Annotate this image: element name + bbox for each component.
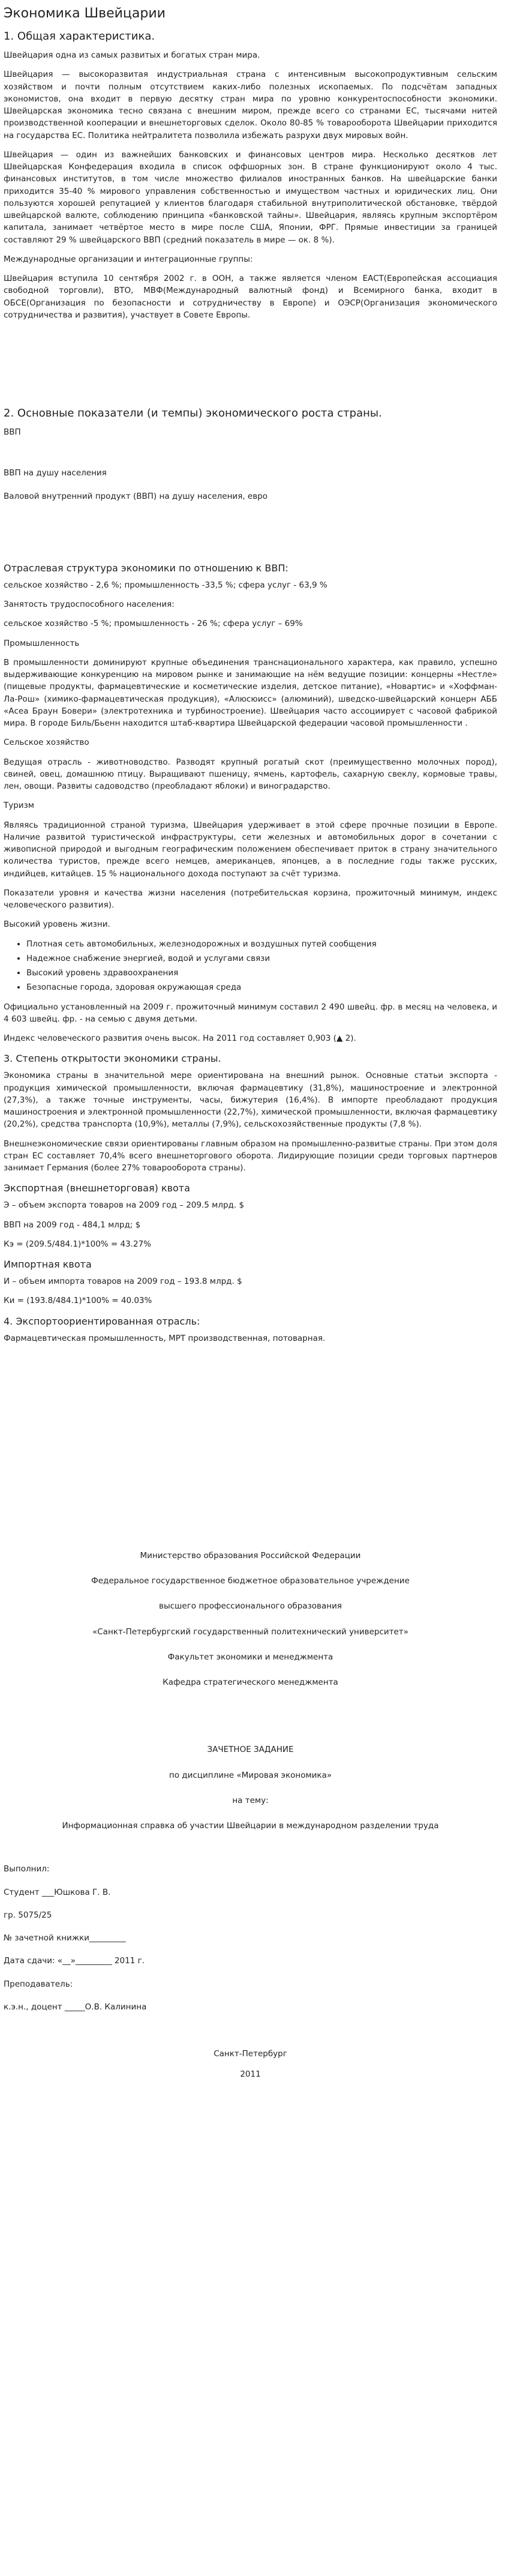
assignment-title: ЗАЧЕТНОЕ ЗАДАНИЕ	[207, 1745, 294, 1755]
paragraph: сельское хозяйство - 2,6 %; промышленность -33,5 %; сфера услуг - 63,9 %	[4, 580, 327, 590]
city: Санкт-Петербург	[214, 2049, 287, 2059]
signature-block	[4, 1863, 497, 2013]
list-item: • Высокий уровень здравоохранения	[26, 967, 497, 979]
assignment-block	[4, 1744, 497, 1832]
list-item: • Надежное снабжение энергией, водой и услугами связи	[26, 952, 497, 964]
paragraph: И – объем импорта товаров на 2009 год – 193.8 млрд. $	[4, 1277, 242, 1286]
signature-line: № зачетной книжки_________	[4, 1933, 126, 1943]
paragraph: Швейцария — один из важнейших банковских и финансовых центров мира. Несколько десятков лет Швейцарская Конфедерация входила в список оффшорных зон. В стране функционируют около 4 тыс. финансовых институтов, в том числе множество филиалов иностранных банков. На швейцарские банки приходится 35-40 % мирового управления собственностью и имуществом частных и юридических лиц. Они пользуются хорошей репутацией у клиентов благодаря стабильной внутриполитической обстановке, твёрдой швейцарской валюте, соблюдению принципа «банковской тайны». Швейцария, являясь крупным экспортёром капитала, занимает четвёртое место в мире после США, Японии, ФРГ. Прямые инвестиции за границей составляют 29 % швейцарского ВВП (средний показатель в мире — ок. 8 %).	[4, 149, 497, 245]
paragraph: Показатели уровня и качества жизни населения (потребительская корзина, прожиточный минимум, индекс человеческого развития).	[4, 888, 497, 910]
paragraph: Занятость трудоспособного населения:	[4, 600, 175, 609]
blank-space	[4, 1352, 497, 1550]
paragraph: ВВП	[4, 427, 21, 437]
paragraph: сельское хозяйство -5 %; промышленность - 26 %; сфера услуг – 69%	[4, 619, 303, 629]
blank-space	[4, 1702, 497, 1744]
title-line: Факультет экономики и менеджмента	[167, 1652, 333, 1662]
section-openness-heading: 3. Степень открытости экономики страны.	[4, 1053, 221, 1065]
blank-space	[4, 510, 497, 558]
paragraph: Туризм	[4, 801, 34, 811]
paragraph: Сельское хозяйство	[4, 738, 89, 748]
title-line: Министерство образования Российской Федерации	[140, 1550, 361, 1560]
city-year-block	[4, 2048, 497, 2081]
assignment-line: по дисциплине «Мировая экономика»	[169, 1770, 332, 1780]
paragraph: В промышленности доминируют крупные объединения транснационального характера, как правило, успешно выдерживающие конкуренцию на мировом рынке и занимающие на нём ведущие позиции: концерны «Нестле» (пищевые продукты, фармацевтические и косметические изделия, детское питание), «Новартис» и «Хоффман-Ла-Рош» (химико-фармацевтическая продукция), «Алюсюисс» (алюминий), шведско-швейцарский концерн АББ «Асеа Браун Бовери» (электротехника и турбиностроение). Швейцария часто ассоциирует с часовой фабрикой мира. В городе Биль/Бьенн находится штаб-квартира Швейцарской федерации часовой промышленности .	[4, 657, 497, 728]
paragraph: Высокий уровень жизни.	[4, 919, 110, 930]
title-line: высшего профессионального образования	[159, 1601, 342, 1612]
signature-line: гр. 5075/25	[4, 1910, 52, 1920]
paragraph: Являясь традиционной страной туризма, Швейцария удерживает в этой сфере прочные позиции в Европе. Наличие развитой туристической инфраструктуры, сети железных и автомобильных дорог в сочетании с живописной природой и выгодным географическим положением обеспечивает приток в страну значительного количества туристов, прежде всего немцев, американцев, японцев, а в последние годы также русских, индийцев, китайцев. 15 % национального дохода поступают за счёт туризма.	[4, 820, 497, 879]
signature-line: Выполнил:	[4, 1864, 50, 1874]
export-quota-heading: Экспортная (внешнеторговая) квота	[4, 1182, 190, 1194]
year: 2011	[240, 2069, 261, 2080]
paragraph: Официально установленный на 2009 г. прожиточный минимум составил 2 490 швейц. фр. в месяц на человека, и 4 603 швейц. фр. - на семью с двумя детьми.	[4, 1002, 497, 1024]
paragraph: Валовой внутренний продукт (ВВП) на душу населения, евро	[4, 491, 267, 501]
paragraph: Швейцария вступила 10 сентября 2002 г. в ООН, а также является членом EACT(Европейская ассоциация свободной торговли), ВТО, МВФ(Международный валютный фонд) и Всемирного банка, входит в ОБСЕ(Организация по безопасности и сотрудничеству в Европе) и ОЭСР(Организация экономического сотрудничества и развития), участвует в Совете Европы.	[4, 274, 497, 320]
paragraph: Швейцария — высокоразвитая индустриальная страна с интенсивным высокопродуктивным сельским хозяйством и почти полным отсутствием каких-либо полезных ископаемых. По подсчётам западных экономистов, она входит в первую десятку стран мира по уровню конкурентоспособности экономики. Швейцарская экономика тесно связана с внешним миром, прежде всего со странами ЕС, тысячами нитей производственной кооперации и внешнеторговых сделок. Около 80-85 % товарооборота Швейцарии приходится на государства ЕС. Политика нейтралитета позволила избежать разрухи двух мировых войн.	[4, 70, 497, 140]
paragraph: Кэ = (209.5/484.1)*100% = 43.27%	[4, 1239, 151, 1249]
paragraph: Швейцария одна из самых развитых и богатых стран мира.	[4, 50, 260, 60]
paragraph: Промышленность	[4, 638, 80, 648]
paragraph: Э – объем экспорта товаров на 2009 год – 209.5 млрд. $	[4, 1200, 245, 1211]
list-item: • Безопасные города, здоровая окружающая среда	[26, 981, 497, 993]
living-standard-list	[4, 938, 497, 994]
paragraph: ВВП на 2009 год - 484,1 млрд; $	[4, 1220, 141, 1230]
section-structure-heading: Отраслевая структура экономики по отношению к ВВП:	[4, 562, 288, 574]
paragraph: Внешнеэкономические связи ориентированы главным образом на промышленно-развитые страны. При этом доля стран ЕС составляет 70,4% всего внешнеторгового оборота. Лидирующие позиции среди торговых партнеров занимает Германия (более 27% товарооборота страны).	[4, 1139, 497, 1173]
document-title: Экономика Швейцарии	[4, 6, 166, 21]
blank-space	[4, 1845, 497, 1863]
list-item: • Плотная сеть автомобильных, железнодорожных и воздушных путей сообщения	[26, 938, 497, 950]
paragraph: Экономика страны в значительной мере ориентирована на внешний рынок. Основные статьи экспорта - продукция химической промышленности, включая фармацевтику (31,8%), машиностроение и электронной (27,3%), а также точные инструменты, часы, бижутерия (16,4%). В импорте преобладают продукция машиностроения и электронной промышленности (22,7%), химической промышленности, включая фармацевтику (20,2%), средства транспорта (10,9%), металлы (7,9%), сельскохозяйственные продукты (7,8 %).	[4, 1071, 497, 1130]
blank-space	[4, 328, 497, 400]
paragraph: Индекс человеческого развития очень высок. На 2011 год составляет 0,903 (▲ 2).	[4, 1034, 356, 1043]
blank-space	[4, 445, 497, 467]
signature-line: Преподаватель:	[4, 1979, 73, 1989]
document-page	[0, 4, 501, 2081]
paragraph: Международные организации и интеграционные группы:	[4, 254, 253, 264]
assignment-line: на тему:	[232, 1795, 269, 1805]
section-general-heading: 1. Общая характеристика.	[4, 30, 155, 43]
paragraph: Ки = (193.8/484.1)*100% = 40.03%	[4, 1296, 152, 1306]
import-quota-heading: Импортная квота	[4, 1259, 92, 1270]
title-page-header	[4, 1550, 497, 1689]
title-line: «Санкт-Петербургский государственный политехнический университет»	[92, 1627, 408, 1637]
signature-line: Студент ___Юшкова Г. В.	[4, 1887, 111, 1897]
paragraph: Фармацевтическая промышленность, МРТ производственная, потоварная.	[4, 1333, 326, 1343]
blank-space	[4, 2024, 497, 2048]
section-indicators-heading: 2. Основные показатели (и темпы) экономического роста страны.	[4, 407, 382, 420]
paragraph: ВВП на душу населения	[4, 468, 107, 478]
title-line: Кафедра стратегического менеджмента	[163, 1678, 338, 1687]
export-sector-heading: 4. Экспортоориентированная отрасль:	[4, 1315, 200, 1327]
signature-line: Дата сдачи: «__»_________ 2011 г.	[4, 1956, 145, 1966]
title-line: Федеральное государственное бюджетное образовательное учреждение	[91, 1576, 410, 1586]
signature-line: к.э.н., доцент _____О.В. Калинина	[4, 2002, 147, 2012]
paragraph: Ведущая отрасль - животноводство. Разводят крупный рогатый скот (преимущественно молочных пород), свиней, овец, домашнюю птицу. Выращивают пшеницу, ячмень, картофель, сахарную свеклу, кормовые травы, лен, овощи. Развиты садоводство (преобладают яблоки) и виноградарство.	[4, 757, 497, 791]
assignment-topic: Информационная справка об участии Швейцарии в международном разделении труда	[62, 1821, 439, 1831]
